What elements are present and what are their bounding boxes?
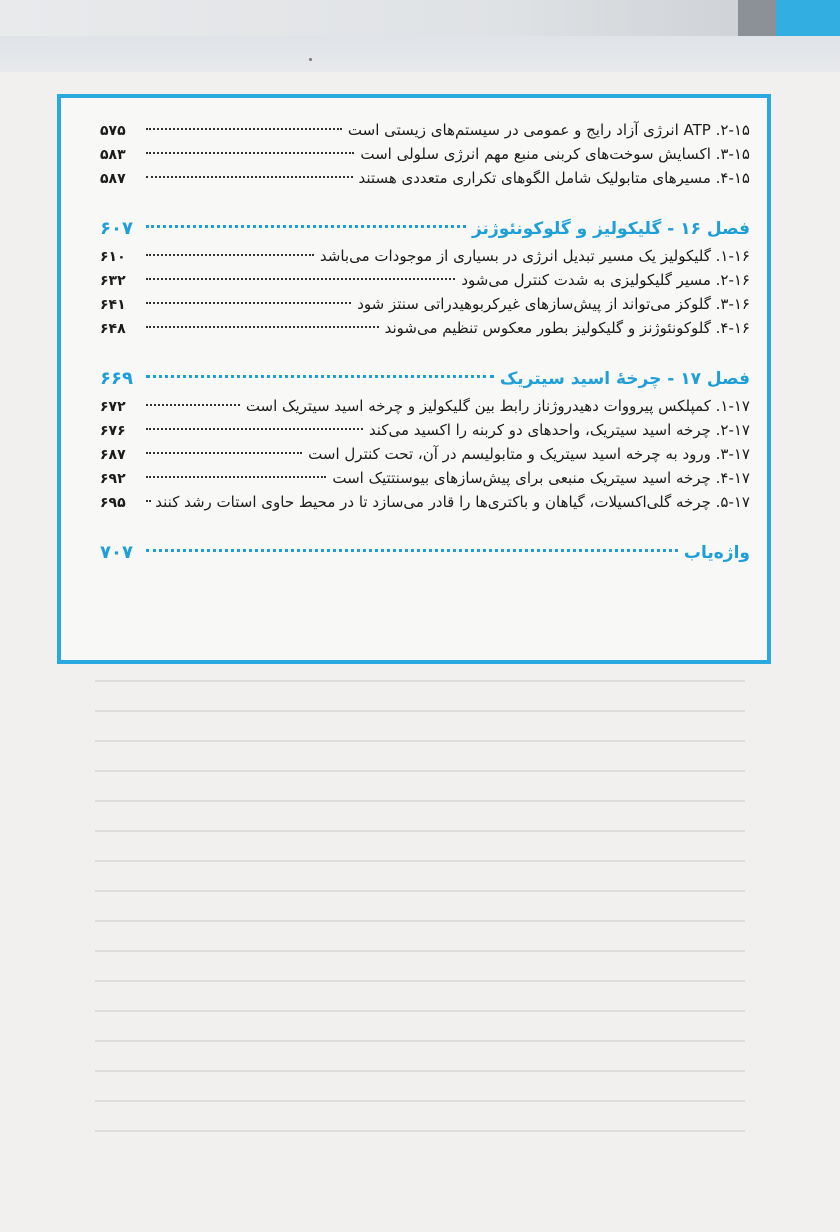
toc-entry-17-2[interactable] [100, 418, 750, 442]
toc-entry-16-1[interactable] [100, 244, 750, 268]
toc-entry-title: ۴-۱۵. مسیرهای متابولیک شامل الگوهای تکراری متعددی هستند [358, 169, 750, 187]
toc-entry-page: ۶۹۲ [100, 471, 126, 487]
index-page: ۷۰۷ [100, 542, 133, 563]
toc-entry-title: ۴-۱۶. گلوکونئوژنز و گلیکولیز بطور معکوس تنظیم می‌شوند [384, 319, 750, 337]
toc-index[interactable] [100, 538, 750, 568]
toc-entry-17-1[interactable] [100, 394, 750, 418]
dot-leader [146, 404, 240, 406]
dot-leader [146, 549, 678, 552]
toc-entry-page: ۵۷۵ [100, 123, 126, 139]
toc-chapter-17[interactable] [100, 364, 750, 394]
toc-entry-15-4[interactable] [100, 166, 750, 190]
toc-entry-title: ۴-۱۷. چرخه اسید سیتریک منبعی برای پیش‌سازهای بیوسنتتیک است [332, 469, 750, 487]
chapter-title: فصل ۱۶ - گلیکولیز و گلوکونئوژنز [471, 219, 750, 239]
dot-leader [146, 254, 314, 256]
toc-entry-page: ۶۱۰ [100, 249, 126, 265]
toc-entry-title: ۱-۱۷. کمپلکس پیرووات دهیدروژناز رابط بین گلیکولیز و چرخه اسید سیتریک است [245, 397, 750, 415]
toc-entry-page: ۶۹۵ [100, 495, 126, 511]
toc-entry-page: ۶۷۶ [100, 423, 126, 439]
toc-entry-17-3[interactable] [100, 442, 750, 466]
toc-entry-title: ۳-۱۶. گلوکز می‌تواند از پیش‌سازهای غیرکربوهیدراتی سنتز شود [357, 295, 750, 313]
toc-entry-16-3[interactable] [100, 292, 750, 316]
toc-entry-page: ۵۸۷ [100, 171, 126, 187]
chapter-page: ۶۶۹ [100, 368, 133, 389]
dot-leader [146, 476, 326, 478]
toc-entry-title: ۲-۱۶. مسیر گلیکولیزی به شدت کنترل می‌شود [461, 271, 750, 289]
toc-entry-page: ۶۳۲ [100, 273, 126, 289]
index-title: واژه‌یاب [683, 543, 750, 563]
dot-leader [146, 302, 351, 304]
dot-leader [146, 500, 149, 502]
dot-leader [146, 128, 342, 130]
spacer [100, 190, 750, 214]
dot-leader [146, 326, 379, 328]
toc-entry-15-2[interactable] [100, 118, 750, 142]
header-corner-blue-block [776, 0, 840, 36]
dot-leader [146, 278, 455, 280]
toc-entry-17-4[interactable] [100, 466, 750, 490]
toc-entry-title: ۱-۱۶. گلیکولیز یک مسیر تبدیل انرژی در بسیاری از موجودات می‌باشد [319, 247, 750, 265]
toc-entry-title: ۳-۱۵. اکسایش سوخت‌های کربنی منبع مهم انرژی سلولی است [360, 145, 750, 163]
table-of-contents [100, 118, 750, 568]
toc-entry-page: ۵۸۳ [100, 147, 126, 163]
dot-leader [146, 452, 302, 454]
chapter-title: فصل ۱۷ - چرخهٔ اسید سیتریک [499, 369, 750, 389]
dot-leader [146, 375, 494, 378]
dot-leader [146, 428, 363, 430]
dot-leader [146, 152, 354, 154]
toc-entry-page: ۶۴۱ [100, 297, 126, 313]
page-header-band [0, 0, 840, 72]
toc-entry-page: ۶۴۸ [100, 321, 126, 337]
spacer [100, 340, 750, 364]
spacer [100, 514, 750, 538]
toc-entry-page: ۶۷۲ [100, 399, 126, 415]
toc-chapter-16[interactable] [100, 214, 750, 244]
toc-entry-17-5[interactable] [100, 490, 750, 514]
toc-entry-title: ۵-۱۷. چرخه گلی‌اکسیلات، گیاهان و باکتری‌ها را قادر می‌سازد تا در محیط حاوی استات رشد کنند [155, 493, 750, 511]
toc-entry-page: ۶۸۷ [100, 447, 126, 463]
toc-entry-15-3[interactable] [100, 142, 750, 166]
toc-entry-title: ۳-۱۷. ورود به چرخه اسید سیتریک و متابولیسم در آن، تحت کنترل است [308, 445, 750, 463]
dot-leader [146, 176, 353, 178]
toc-entry-16-2[interactable] [100, 268, 750, 292]
toc-entry-16-4[interactable] [100, 316, 750, 340]
dot-leader [146, 225, 466, 228]
header-corner-gray-block [738, 0, 776, 36]
print-dot [309, 58, 312, 61]
show-through-lines [95, 680, 745, 1160]
header-gray-strip [0, 0, 840, 36]
toc-entry-title: ۲-۱۷. چرخه اسید سیتریک، واحدهای دو کربنه را اکسید می‌کند [368, 421, 750, 439]
chapter-page: ۶۰۷ [100, 218, 133, 239]
toc-entry-title: ۲-۱۵. ATP انرژی آزاد رایج و عمومی در سیستم‌های زیستی است [347, 121, 750, 139]
